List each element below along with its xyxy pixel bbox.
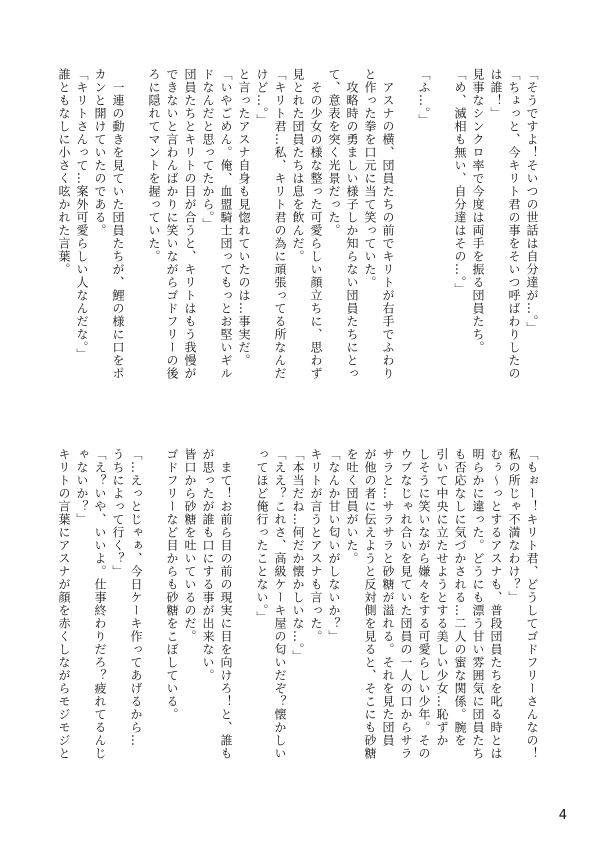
text-line: と作った拳を口元に当て笑っていた。 [363, 68, 377, 289]
text-line [433, 68, 451, 368]
text-line [397, 68, 415, 368]
text-line: 「え？いや、いいよ。仕事終わりだろ？疲れてるんじ [93, 448, 107, 760]
text-line: 「…えっとじゃぁ、今日ケーキ作ってあげるから… [129, 448, 143, 747]
text-line: と言ったアスナ自身も見惚れていたのは…事実だ。 [237, 68, 251, 367]
text-line: 攻略時の勇ましい様子しか知らない団員たちにとっ [345, 68, 359, 380]
text-line: ゴドフリーなど目からも砂糖をこぼしている。 [165, 448, 179, 721]
text-line: 「もぉー！キリト君、どうしてゴドフリーさんなの！ [525, 448, 539, 760]
text-line: サラと…サラサラと砂糖が溢れる。それを見た団員 [381, 448, 395, 747]
text-line: 「ええ？これさ、高級ケーキ屋の匂いだぞ？懐かしい [273, 448, 287, 760]
text-line: 「ちょっと、今キリト君の事をそいつ呼ばわりしたの [507, 68, 521, 380]
text-line: 「キリト君…私、キリト君の為に頑張ってる所なんだ [273, 68, 287, 380]
text-line: が思ったが誰も口にする事が出来ない。 [201, 448, 215, 682]
upper-text-block [57, 68, 541, 380]
text-line: キリトが言うとアスナも言った。 [309, 448, 323, 643]
text-line: まて！お前ら目の前の現実に目を向けろ！と、誰も [219, 448, 233, 760]
text-line: 「キリトさんって…案外可愛らしい人なんだな。」 [75, 68, 89, 361]
text-line: うちによって行く？」 [111, 448, 125, 578]
text-line: その少女の様な整った可愛らしい顔立ちに、思わず [309, 68, 323, 380]
text-line: 「なんか甘い匂いがしないか？」 [327, 448, 341, 643]
lower-text-block [57, 448, 541, 793]
text-line: が他の者に伝えようと反対側を見ると、そこにも砂糖 [363, 448, 377, 760]
text-line: 「ふ…。」 [417, 68, 431, 127]
text-line: できないと言わんばかりに笑いながらゴドフリーの後 [165, 68, 179, 380]
text-line: 明らかに違った。どうにも漂う甘い雰囲気に団員たち [471, 448, 485, 760]
text-line: 引いて中央に立たせようとする美しい少女…恥ずか [435, 448, 449, 747]
text-line: しそうに笑いながら嫌々をする可愛らしい少年。その [417, 448, 431, 760]
text-line: 「め、滅相も無い、自分達はその…。」 [453, 68, 467, 296]
text-line: 見とれた団員たちは息を飲んだ。 [291, 68, 305, 263]
text-line: ドなんだと思ってたから。」 [201, 68, 215, 231]
page-number: 4 [558, 808, 567, 823]
text-line: 「いやごめん。俺、血盟騎士団ってもっとお堅いギル [219, 68, 233, 380]
text-line: 見事なシンクロ率で今度は両手を振る団員たち。 [471, 68, 485, 354]
text-line: ろに隠れてマントを握っていた。 [147, 68, 161, 263]
text-line: キリトの言葉にアスナが顔を赤くしながらモジモジと [57, 448, 71, 760]
text-line: を吐く団員がいた。 [345, 448, 359, 565]
text-line: アスナの横、団員たちの前でキリトが右手でふわり [381, 68, 395, 380]
text-line [235, 448, 253, 793]
text-line: ゃないか？」 [75, 448, 89, 526]
text-line: 団員たちとキリトの目が合うと、キリトはもう我慢が [183, 68, 197, 380]
text-line: 誰ともなしに小さく呟かれた言葉。 [57, 68, 71, 276]
text-line: ウブなじゃれ合いを見ていた団員の一人の口からサラ [399, 448, 413, 760]
text-line: 「本当だね…何だか懐かしいな…。」 [291, 448, 305, 663]
text-line [127, 68, 145, 368]
text-line: けど…。」 [255, 68, 269, 127]
text-line: 「そうですよ！そいつの世話は自分達が…。」 [525, 68, 539, 335]
text-line: カンと開けていたのである。 [93, 68, 107, 237]
text-line: むぅ～っとするアスナも、普段団員たちを叱る時とは [489, 448, 503, 760]
text-line: 一連の動きを見ていた団員たちが、鯉の様に口をポ [111, 68, 125, 380]
text-line: 私の所じゃ不満なわけ？」 [507, 448, 521, 604]
text-line: 皆口から砂糖を吐いているのだ。 [183, 448, 197, 643]
text-line: て、意表を突く光景だった。 [327, 68, 341, 237]
text-line [145, 448, 163, 793]
text-line: ってほど俺行ったことない。」 [255, 448, 269, 624]
text-line: も否応なしに気づかされる…二人の蜜な関係。腕を [453, 448, 467, 747]
text-line: は誰！」 [489, 68, 503, 120]
